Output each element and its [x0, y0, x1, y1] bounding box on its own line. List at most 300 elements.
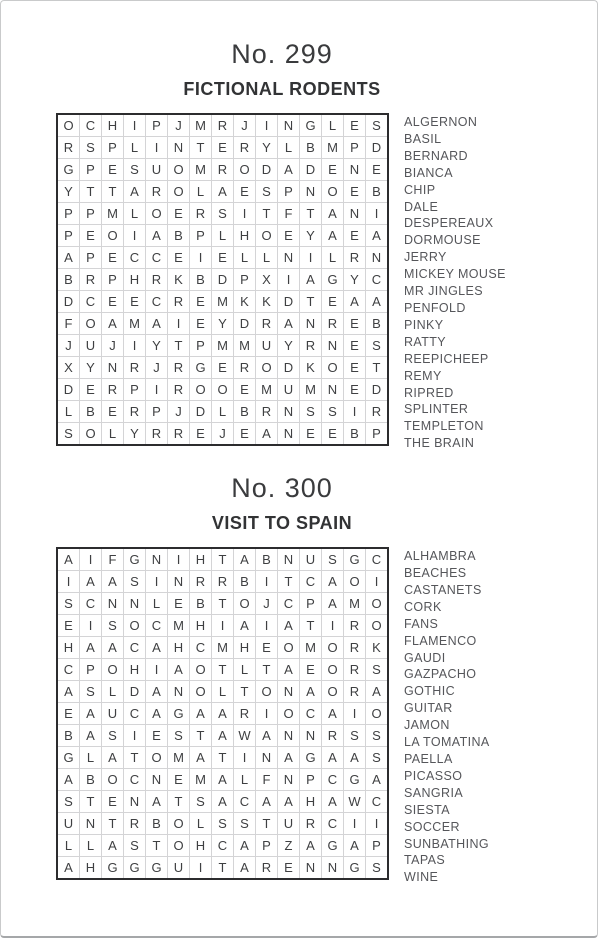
- grid-cell: O: [256, 225, 278, 247]
- grid-row: [57, 379, 388, 401]
- grid-cell: N: [146, 548, 168, 571]
- grid-cell: D: [256, 159, 278, 181]
- grid-cell: C: [300, 571, 322, 593]
- word-list-item: GAUDI: [404, 650, 446, 665]
- word-list-item: GUITAR: [404, 701, 453, 716]
- grid-cell: S: [366, 725, 389, 747]
- puzzle-section-299: [56, 39, 508, 452]
- grid-cell: D: [212, 269, 234, 291]
- grid-cell: U: [146, 159, 168, 181]
- grid-cell: A: [102, 313, 124, 335]
- grid-cell: A: [212, 791, 234, 813]
- grid-cell: B: [366, 181, 389, 203]
- grid-cell: L: [146, 593, 168, 615]
- puzzle-number: No. 299: [231, 39, 333, 69]
- grid-cell: I: [80, 615, 102, 637]
- grid-cell: N: [256, 747, 278, 769]
- grid-cell: A: [190, 703, 212, 725]
- grid-cell: D: [57, 379, 80, 401]
- grid-cell: O: [168, 835, 190, 857]
- word-list-item: PENFOLD: [404, 300, 466, 315]
- grid-cell: Y: [146, 335, 168, 357]
- word-list-item: CHIP: [404, 182, 436, 197]
- grid-cell: B: [366, 313, 389, 335]
- grid-cell: E: [366, 159, 389, 181]
- grid-cell: M: [322, 137, 344, 159]
- grid-cell: G: [190, 357, 212, 379]
- grid-cell: E: [168, 203, 190, 225]
- grid-cell: B: [146, 813, 168, 835]
- grid-cell: E: [344, 225, 366, 247]
- grid-cell: C: [80, 291, 102, 313]
- grid-cell: H: [124, 269, 146, 291]
- grid-cell: R: [234, 137, 256, 159]
- grid-cell: H: [57, 637, 80, 659]
- grid-cell: A: [102, 835, 124, 857]
- word-list-item: TAPAS: [404, 853, 446, 868]
- grid-cell: E: [57, 703, 80, 725]
- grid-cell: A: [366, 769, 389, 791]
- grid-cell: L: [256, 247, 278, 269]
- grid-cell: I: [146, 137, 168, 159]
- grid-cell: D: [366, 379, 389, 401]
- grid-cell: O: [102, 769, 124, 791]
- grid-cell: A: [190, 747, 212, 769]
- grid-cell: R: [344, 637, 366, 659]
- grid-cell: H: [300, 791, 322, 813]
- grid-cell: A: [300, 269, 322, 291]
- grid-cell: L: [190, 181, 212, 203]
- grid-cell: J: [57, 335, 80, 357]
- grid-cell: O: [190, 379, 212, 401]
- grid-cell: N: [300, 857, 322, 880]
- grid-cell: A: [57, 769, 80, 791]
- grid-cell: O: [234, 593, 256, 615]
- grid-cell: L: [80, 835, 102, 857]
- grid-cell: B: [80, 769, 102, 791]
- grid-cell: C: [234, 791, 256, 813]
- word-list-item: DORMOUSE: [404, 233, 481, 248]
- grid-cell: O: [168, 159, 190, 181]
- grid-cell: C: [322, 813, 344, 835]
- grid-cell: C: [366, 269, 389, 291]
- grid-cell: A: [300, 835, 322, 857]
- grid-cell: I: [256, 615, 278, 637]
- grid-cell: C: [124, 637, 146, 659]
- grid-cell: P: [300, 593, 322, 615]
- grid-cell: G: [57, 159, 80, 181]
- grid-cell: S: [366, 747, 389, 769]
- grid-cell: P: [80, 203, 102, 225]
- grid-cell: P: [102, 269, 124, 291]
- grid-cell: O: [322, 681, 344, 703]
- grid-cell: S: [234, 813, 256, 835]
- grid-cell: O: [80, 423, 102, 446]
- grid-cell: E: [146, 725, 168, 747]
- grid-cell: J: [256, 593, 278, 615]
- grid-row: [57, 423, 388, 446]
- grid-cell: E: [168, 593, 190, 615]
- grid-cell: N: [168, 571, 190, 593]
- word-list-item: BEACHES: [404, 566, 467, 581]
- grid-cell: F: [57, 313, 80, 335]
- grid-cell: U: [278, 379, 300, 401]
- grid-cell: M: [168, 615, 190, 637]
- grid-cell: M: [234, 335, 256, 357]
- grid-cell: T: [212, 857, 234, 880]
- grid-cell: O: [124, 615, 146, 637]
- grid-cell: A: [80, 571, 102, 593]
- grid-cell: A: [278, 313, 300, 335]
- grid-cell: I: [168, 313, 190, 335]
- grid-cell: S: [300, 401, 322, 423]
- grid-cell: J: [168, 401, 190, 423]
- grid-cell: E: [102, 159, 124, 181]
- grid-cell: R: [168, 357, 190, 379]
- grid-cell: E: [344, 313, 366, 335]
- grid-cell: P: [146, 114, 168, 137]
- grid-cell: N: [322, 379, 344, 401]
- grid-cell: I: [366, 813, 389, 835]
- grid-cell: M: [300, 379, 322, 401]
- grid-cell: S: [124, 571, 146, 593]
- grid-cell: E: [234, 181, 256, 203]
- grid-row: [57, 335, 388, 357]
- grid-cell: G: [124, 548, 146, 571]
- grid-cell: K: [168, 269, 190, 291]
- grid-cell: M: [344, 593, 366, 615]
- grid-cell: L: [322, 114, 344, 137]
- grid-cell: D: [57, 291, 80, 313]
- grid-cell: I: [212, 615, 234, 637]
- grid-cell: M: [300, 637, 322, 659]
- grid-cell: I: [124, 335, 146, 357]
- word-list-item: MICKEY MOUSE: [404, 267, 506, 282]
- word-list-item: ALHAMBRA: [404, 549, 476, 564]
- grid-cell: O: [102, 225, 124, 247]
- grid-row: [57, 637, 388, 659]
- grid-cell: E: [344, 357, 366, 379]
- grid-cell: O: [366, 593, 389, 615]
- grid-cell: O: [322, 659, 344, 681]
- grid-row: [57, 571, 388, 593]
- grid-cell: A: [322, 225, 344, 247]
- grid-cell: A: [322, 703, 344, 725]
- grid-cell: R: [102, 379, 124, 401]
- grid-cell: G: [57, 747, 80, 769]
- grid-cell: C: [146, 615, 168, 637]
- grid-cell: S: [322, 401, 344, 423]
- grid-cell: W: [234, 725, 256, 747]
- grid-cell: A: [80, 725, 102, 747]
- grid-cell: J: [146, 357, 168, 379]
- grid-cell: A: [234, 857, 256, 880]
- grid-cell: E: [234, 379, 256, 401]
- grid-cell: A: [322, 747, 344, 769]
- grid-cell: E: [344, 181, 366, 203]
- grid-cell: U: [300, 548, 322, 571]
- grid-cell: H: [190, 548, 212, 571]
- grid-cell: P: [190, 225, 212, 247]
- grid-cell: G: [168, 703, 190, 725]
- grid-cell: P: [80, 247, 102, 269]
- grid-row: [57, 659, 388, 681]
- grid-cell: O: [278, 637, 300, 659]
- grid-cell: R: [256, 857, 278, 880]
- grid-cell: I: [234, 747, 256, 769]
- grid-cell: B: [190, 269, 212, 291]
- word-list-item: PAELLA: [404, 752, 453, 766]
- grid-cell: I: [146, 659, 168, 681]
- grid-cell: C: [80, 114, 102, 137]
- grid-cell: T: [300, 291, 322, 313]
- grid-cell: O: [212, 379, 234, 401]
- word-list-item: FLAMENCO: [404, 633, 477, 648]
- grid-cell: T: [124, 747, 146, 769]
- grid-cell: I: [344, 813, 366, 835]
- grid-cell: I: [190, 857, 212, 880]
- grid-cell: A: [102, 747, 124, 769]
- grid-cell: E: [212, 357, 234, 379]
- grid-cell: R: [322, 313, 344, 335]
- grid-cell: B: [80, 401, 102, 423]
- grid-cell: I: [322, 615, 344, 637]
- word-list: [404, 114, 506, 452]
- grid-cell: A: [344, 835, 366, 857]
- grid-cell: S: [124, 159, 146, 181]
- grid-cell: K: [234, 291, 256, 313]
- grid-cell: I: [344, 703, 366, 725]
- grid-cell: E: [278, 857, 300, 880]
- grid-row: [57, 791, 388, 813]
- grid-cell: W: [344, 791, 366, 813]
- grid-row: [57, 203, 388, 225]
- grid-cell: R: [146, 181, 168, 203]
- grid-cell: O: [102, 659, 124, 681]
- grid-cell: N: [300, 181, 322, 203]
- grid-cell: L: [102, 423, 124, 446]
- grid-row: [57, 313, 388, 335]
- grid-cell: O: [146, 747, 168, 769]
- grid-cell: T: [366, 357, 389, 379]
- grid-cell: N: [124, 593, 146, 615]
- grid-cell: C: [146, 291, 168, 313]
- grid-cell: R: [344, 659, 366, 681]
- word-list-item: SUNBATHING: [404, 836, 490, 851]
- grid-cell: O: [322, 181, 344, 203]
- grid-cell: G: [300, 747, 322, 769]
- grid-cell: A: [234, 615, 256, 637]
- grid-row: [57, 857, 388, 880]
- grid-cell: N: [168, 137, 190, 159]
- grid-cell: N: [300, 725, 322, 747]
- grid-cell: A: [278, 659, 300, 681]
- grid-cell: L: [212, 225, 234, 247]
- grid-cell: S: [212, 813, 234, 835]
- grid-cell: S: [256, 181, 278, 203]
- grid-cell: T: [102, 813, 124, 835]
- grid-cell: L: [212, 681, 234, 703]
- grid-cell: O: [256, 681, 278, 703]
- grid-cell: R: [212, 159, 234, 181]
- grid-cell: A: [57, 548, 80, 571]
- grid-cell: H: [168, 637, 190, 659]
- grid-row: [57, 181, 388, 203]
- grid-cell: N: [278, 247, 300, 269]
- grid-cell: Y: [256, 137, 278, 159]
- grid-cell: C: [278, 593, 300, 615]
- page-content-column: [56, 39, 508, 886]
- grid-cell: C: [124, 703, 146, 725]
- grid-cell: A: [256, 725, 278, 747]
- grid-cell: N: [80, 813, 102, 835]
- grid-cell: R: [146, 269, 168, 291]
- grid-cell: I: [278, 269, 300, 291]
- grid-cell: O: [168, 813, 190, 835]
- grid-cell: I: [256, 114, 278, 137]
- grid-cell: B: [344, 423, 366, 446]
- grid-row: [57, 703, 388, 725]
- grid-cell: A: [212, 181, 234, 203]
- grid-cell: R: [212, 114, 234, 137]
- grid-cell: I: [124, 725, 146, 747]
- grid-cell: C: [190, 637, 212, 659]
- grid-cell: L: [102, 681, 124, 703]
- grid-cell: T: [256, 203, 278, 225]
- grid-cell: H: [190, 615, 212, 637]
- grid-cell: R: [300, 813, 322, 835]
- grid-cell: E: [344, 379, 366, 401]
- grid-cell: R: [57, 137, 80, 159]
- grid-cell: H: [234, 637, 256, 659]
- grid-cell: O: [80, 313, 102, 335]
- grid-cell: C: [212, 835, 234, 857]
- word-list-item: FANS: [404, 616, 439, 631]
- grid-cell: A: [278, 615, 300, 637]
- grid-cell: N: [102, 593, 124, 615]
- grid-cell: R: [190, 203, 212, 225]
- grid-cell: G: [102, 857, 124, 880]
- grid-cell: P: [190, 335, 212, 357]
- grid-cell: E: [168, 247, 190, 269]
- grid-cell: S: [168, 725, 190, 747]
- grid-cell: I: [57, 571, 80, 593]
- grid-cell: P: [278, 181, 300, 203]
- grid-cell: O: [322, 357, 344, 379]
- grid-cell: Y: [124, 423, 146, 446]
- grid-cell: T: [278, 571, 300, 593]
- grid-cell: L: [124, 203, 146, 225]
- grid-cell: C: [80, 593, 102, 615]
- grid-cell: E: [344, 114, 366, 137]
- grid-cell: C: [57, 659, 80, 681]
- grid-cell: A: [80, 637, 102, 659]
- grid-cell: G: [344, 857, 366, 880]
- word-list-item: SANGRIA: [404, 785, 464, 800]
- word-list-item: GOTHIC: [404, 684, 456, 699]
- grid-cell: S: [102, 725, 124, 747]
- grid-cell: U: [256, 335, 278, 357]
- grid-cell: M: [212, 637, 234, 659]
- grid-cell: E: [300, 659, 322, 681]
- grid-cell: S: [190, 791, 212, 813]
- word-list-item: REMY: [404, 368, 442, 383]
- grid-row: [57, 681, 388, 703]
- word-list-item: BASIL: [404, 131, 442, 146]
- grid-cell: N: [168, 681, 190, 703]
- grid-cell: R: [322, 725, 344, 747]
- grid-cell: S: [212, 203, 234, 225]
- word-list-item: TEMPLETON: [404, 419, 484, 434]
- grid-cell: G: [344, 548, 366, 571]
- grid-row: [57, 247, 388, 269]
- grid-cell: C: [124, 769, 146, 791]
- grid-cell: A: [366, 291, 389, 313]
- grid-cell: L: [234, 769, 256, 791]
- grid-cell: T: [168, 335, 190, 357]
- grid-cell: B: [256, 548, 278, 571]
- grid-cell: D: [366, 137, 389, 159]
- grid-cell: L: [80, 747, 102, 769]
- grid-cell: T: [190, 137, 212, 159]
- grid-cell: A: [256, 423, 278, 446]
- grid-cell: O: [366, 615, 389, 637]
- grid-cell: A: [278, 747, 300, 769]
- word-list-item: WINE: [404, 870, 439, 885]
- grid-cell: J: [102, 335, 124, 357]
- grid-cell: A: [212, 703, 234, 725]
- grid-cell: B: [234, 571, 256, 593]
- grid-cell: E: [190, 291, 212, 313]
- grid-cell: I: [190, 247, 212, 269]
- grid-cell: N: [278, 769, 300, 791]
- grid-cell: G: [322, 269, 344, 291]
- grid-cell: M: [124, 313, 146, 335]
- grid-row: [57, 291, 388, 313]
- grid-cell: R: [168, 423, 190, 446]
- grid-cell: A: [344, 747, 366, 769]
- grid-cell: E: [168, 769, 190, 791]
- grid-cell: A: [322, 571, 344, 593]
- grid-cell: Z: [278, 835, 300, 857]
- grid-cell: T: [190, 725, 212, 747]
- grid-cell: B: [234, 401, 256, 423]
- grid-cell: L: [212, 401, 234, 423]
- grid-cell: R: [344, 247, 366, 269]
- grid-cell: R: [124, 401, 146, 423]
- grid-cell: D: [278, 291, 300, 313]
- word-list-item: SOCCER: [404, 819, 460, 834]
- grid-cell: S: [366, 114, 389, 137]
- grid-cell: I: [124, 225, 146, 247]
- grid-cell: T: [212, 548, 234, 571]
- grid-cell: N: [278, 114, 300, 137]
- grid-cell: Y: [212, 313, 234, 335]
- grid-cell: L: [57, 835, 80, 857]
- grid-row: [57, 725, 388, 747]
- grid-cell: B: [57, 725, 80, 747]
- grid-cell: A: [212, 769, 234, 791]
- grid-cell: N: [366, 247, 389, 269]
- puzzle-title: VISIT TO SPAIN: [211, 513, 353, 534]
- grid-cell: A: [124, 181, 146, 203]
- grid-cell: A: [322, 791, 344, 813]
- grid-cell: S: [322, 548, 344, 571]
- grid-cell: I: [146, 571, 168, 593]
- grid-cell: R: [234, 703, 256, 725]
- grid-cell: R: [344, 615, 366, 637]
- grid-cell: A: [366, 225, 389, 247]
